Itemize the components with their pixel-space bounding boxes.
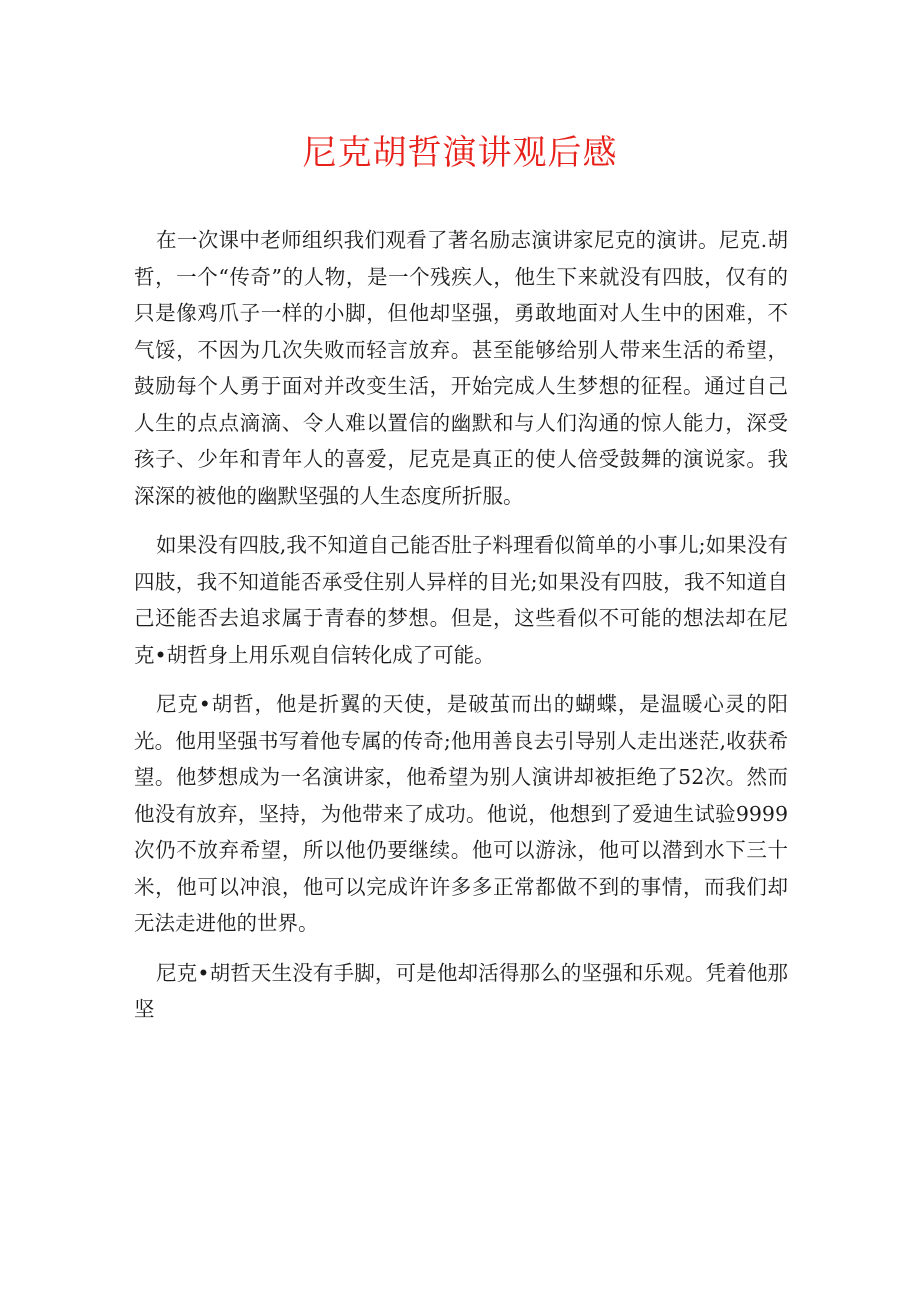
paragraph-4: 尼克•胡哲天生没有手脚，可是他却活得那么的坚强和乐观。凭着他那坚 (134, 960, 788, 1021)
paragraph-2: 如果没有四肢,我不知道自己能否肚子料理看似简单的小事儿;如果没有四肢，我不知道能否承受住别人异样的目光;如果没有四肢，我不知道自己还能否去追求属于青春的梦想。但是，这些看似不可能的想法却在尼克•胡哲身上用乐观自信转化成了可能。 (134, 533, 788, 667)
paragraph-1: 在一次课中老师组织我们观看了著名励志演讲家尼克的演讲。尼克.胡哲，一个“传奇”的人物，是一个残疾人，他生下来就没有四肢，仅有的只是像鸡爪子一样的小脚，但他却坚强，勇敢地面对人生中的困难，不气馁，不因为几次失败而轻言放弃。甚至能够给别人带来生活的希望，鼓励每个人勇于面对并改变生活，开始完成人生梦想的征程。通过自己人生的点点滴滴、令人难以置信的幽默和与人们沟通的惊人能力，深受孩子、少年和青年人的喜爱，尼克是真正的使人倍受鼓舞的演说家。我深深的被他的幽默坚强的人生态度所折服。 (134, 228, 788, 508)
document-body (134, 222, 788, 1041)
document-title: 尼克胡哲演讲观后感 (302, 133, 618, 173)
paragraph-3: 尼克•胡哲，他是折翼的天使，是破茧而出的蝴蝶，是温暖心灵的阳光。他用坚强书写着他专属的传奇;他用善良去引导别人走出迷茫,收获希望。他梦想成为一名演讲家，他希望为别人演讲却被拒绝了52次。然而他没有放弃，坚持，为他带来了成功。他说，他想到了爱迪生试验9999次仍不放弃希望，所以他仍要继续。他可以游泳，他可以潜到水下三十米，他可以冲浪，他可以完成许许多多正常都做不到的事情，而我们却无法走进他的世界。 (134, 692, 788, 935)
